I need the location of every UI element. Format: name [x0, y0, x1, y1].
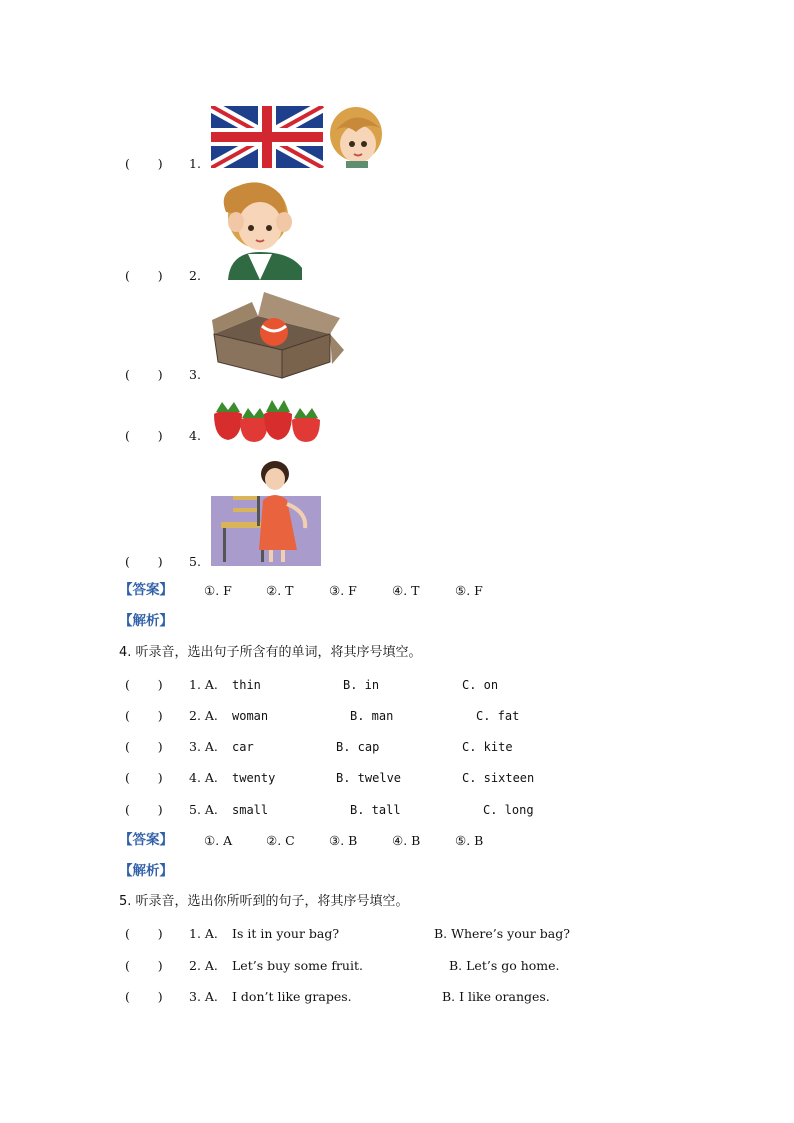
question-paren[interactable]: ( ) [125, 802, 163, 817]
question-number: 2. A. [189, 708, 218, 723]
answer-1: ①. A [204, 833, 233, 848]
girl-covering-eyes-icon [218, 182, 304, 280]
option-b: B. tall [350, 803, 401, 817]
analysis-label: 【解析】 [119, 613, 173, 629]
question-number: 1. A. [189, 926, 218, 941]
option-a: Is it in your bag? [232, 926, 340, 941]
option-a: Let’s buy some fruit. [232, 958, 363, 973]
option-b: B. cap [336, 740, 380, 754]
option-c: C. long [483, 803, 534, 817]
question-number: 3. A. [189, 989, 218, 1004]
strawberries-icon [210, 396, 326, 442]
option-a: car [232, 740, 254, 754]
answer-4: ④. B [392, 833, 421, 848]
item-paren[interactable]: ( ) [125, 268, 163, 283]
question-paren[interactable]: ( ) [125, 989, 163, 1004]
question-number: 1. A. [189, 677, 218, 692]
option-b: B. Where’s your bag? [434, 926, 570, 941]
option-b: B. twelve [336, 771, 402, 785]
question-number: 3. A. [189, 739, 218, 754]
answer-3: ③. B [329, 833, 358, 848]
question-number: 5. A. [189, 802, 218, 817]
answer-1: ①. F [204, 583, 232, 598]
option-a: twenty [232, 771, 276, 785]
option-a: I don’t like grapes. [232, 989, 352, 1004]
question-paren[interactable]: ( ) [125, 677, 163, 692]
item-number: 2. [189, 268, 201, 283]
option-b: B. man [350, 709, 394, 723]
option-a: thin [232, 678, 261, 692]
uk-flag-and-girl-icon [211, 106, 383, 168]
answer-5: ⑤. B [455, 833, 484, 848]
option-a: small [232, 803, 269, 817]
item-paren[interactable]: ( ) [125, 428, 163, 443]
option-b: B. in [343, 678, 380, 692]
question-paren[interactable]: ( ) [125, 708, 163, 723]
option-b: B. I like oranges. [442, 989, 550, 1004]
item-paren[interactable]: ( ) [125, 156, 163, 171]
option-c: C. sixteen [462, 771, 535, 785]
option-c: C. kite [462, 740, 513, 754]
option-c: C. fat [476, 709, 520, 723]
answer-5: ⑤. F [455, 583, 483, 598]
answer-3: ③. F [329, 583, 357, 598]
question-paren[interactable]: ( ) [125, 739, 163, 754]
answer-2: ②. C [266, 833, 295, 848]
question-paren[interactable]: ( ) [125, 770, 163, 785]
answer-2: ②. T [266, 583, 294, 598]
question-number: 4. A. [189, 770, 218, 785]
item-paren[interactable]: ( ) [125, 554, 163, 569]
answer-label: 【答案】 [119, 832, 173, 848]
option-c: C. on [462, 678, 499, 692]
item-number: 1. [189, 156, 201, 171]
section-title: 5. 听录音，选出你所听到的句子，将其序号填空。 [119, 894, 409, 909]
answer-label: 【答案】 [119, 582, 173, 598]
ball-in-box-icon [212, 290, 344, 380]
answer-4: ④. T [392, 583, 420, 598]
question-paren[interactable]: ( ) [125, 926, 163, 941]
item-number: 3. [189, 367, 201, 382]
question-paren[interactable]: ( ) [125, 958, 163, 973]
option-b: B. Let’s go home. [449, 958, 560, 973]
item-number: 4. [189, 428, 201, 443]
item-number: 5. [189, 554, 201, 569]
item-paren[interactable]: ( ) [125, 367, 163, 382]
analysis-label: 【解析】 [119, 863, 173, 879]
question-number: 2. A. [189, 958, 218, 973]
girl-next-to-chair-icon [211, 460, 321, 566]
section-title: 4. 听录音，选出句子所含有的单词，将其序号填空。 [119, 645, 422, 660]
option-a: woman [232, 709, 269, 723]
